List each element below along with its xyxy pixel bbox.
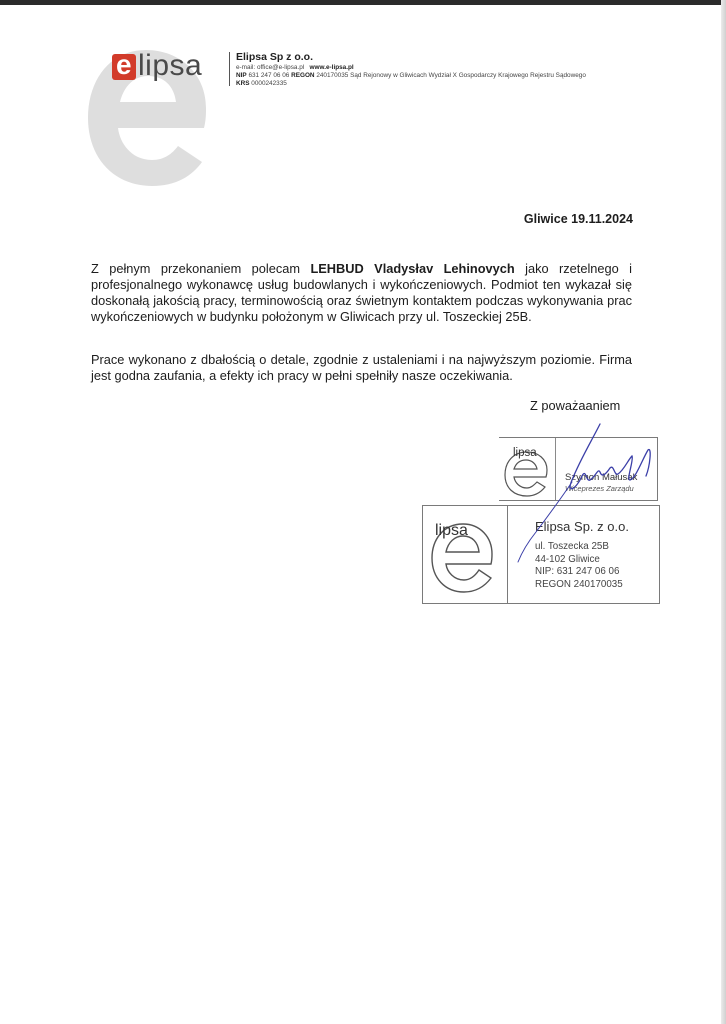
- regon-label: REGON: [291, 72, 315, 79]
- stamp-city: 44-102 Gliwice: [535, 553, 600, 565]
- logo-wordmark: lipsa: [138, 49, 203, 82]
- stamp-street: ul. Toszecka 25B: [535, 541, 609, 552]
- stamp-regon: REGON 240170035: [535, 578, 623, 590]
- krs-label: KRS: [236, 80, 250, 87]
- stamp-nip: NIP: 631 247 06 06: [535, 566, 620, 577]
- letterhead-details: [236, 51, 656, 88]
- letterhead-krs-line: [236, 80, 656, 88]
- letter-date: Gliwice 19.11.2024: [523, 212, 633, 226]
- letterhead-contact-line: [236, 64, 656, 72]
- nip-label: NIP: [236, 72, 247, 79]
- stamp-company-name: Elipsa Sp. z o.o.: [535, 519, 629, 534]
- recommended-company: LEHBUD Vladysłav Lehinovych: [310, 261, 515, 276]
- header-divider: [229, 52, 230, 86]
- paragraph-recommendation: [91, 261, 632, 325]
- logo-letter: e: [116, 49, 132, 80]
- scan-top-edge: [0, 0, 726, 5]
- p1-start: Z pełnym przekonaniem polecam: [91, 261, 311, 276]
- email: office@e-lipsa.pl: [256, 64, 305, 71]
- p1-rest: jako rzetelnego i profesjonalnego wykonawcę usług budowlanych i wykończeniowych. Podmiot ten wykazał się doskonałą jakością pracy, terminowością oraz świetnym kontaktem podczas wykonywania prac wykończeniowych w budynku położonym w Gliwicach przy ul. Toszeckiej 25B.: [91, 261, 633, 324]
- closing-salutation: Z poważaaniem: [530, 398, 621, 413]
- website: www.e-lipsa.pl: [309, 64, 354, 71]
- nip: 631 247 06 06: [248, 72, 290, 79]
- paragraph-quality: Prace wykonano z dbałością o detale, zgodnie z ustaleniami i na najwyższym poziomie. Firma jest godna zaufania, a efekty ich pracy w pełni spełniły nasze oczekiwania.: [91, 352, 632, 383]
- letterhead-registry-line: [236, 72, 656, 80]
- court: Sąd Rejonowy w Gliwicach Wydział X Gospodarczy Krajowego Rejestru Sądowego: [350, 72, 586, 79]
- stamp-logo-text: lipsa: [513, 447, 537, 459]
- scan-right-edge: [721, 0, 726, 1024]
- handwritten-signature: [500, 420, 670, 570]
- stamp-logo-text: lipsa: [435, 522, 468, 539]
- letterhead-company: Elipsa Sp z o.o.: [236, 51, 314, 63]
- signatory-role: Wiceprezes Zarządu: [565, 484, 634, 493]
- krs: 0000242335: [251, 80, 287, 87]
- email-label: e-mail:: [236, 64, 256, 71]
- regon: 240170035: [316, 72, 349, 79]
- signatory-name: Szymon Małusak: [565, 472, 638, 483]
